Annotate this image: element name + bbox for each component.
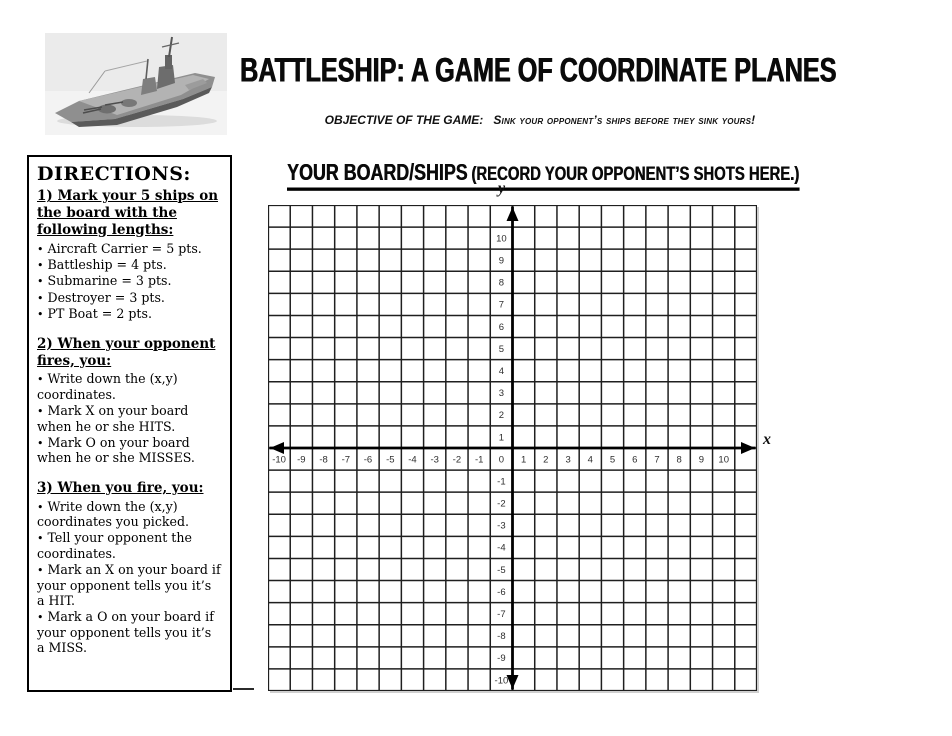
- direction-bullet: [37, 499, 222, 530]
- y-axis-label: y: [498, 180, 506, 197]
- bullet-icon: •: [37, 564, 44, 578]
- bullet-icon: •: [37, 242, 44, 256]
- direction-bullet: [37, 371, 222, 402]
- objective-text: Sink your opponent’s ships before they sink yours!: [493, 113, 756, 127]
- svg-text:9: 9: [498, 255, 505, 267]
- objective-line: [240, 113, 840, 127]
- directions-sections: [37, 188, 222, 655]
- bullet-text: Mark a O on your board if your opponent tells you it’s a MISS.: [37, 609, 214, 655]
- bullet-icon: •: [37, 405, 44, 419]
- svg-text:-8: -8: [497, 631, 506, 643]
- bullet-icon: •: [37, 532, 44, 546]
- page-artifact-line: [233, 688, 254, 690]
- bullet-icon: •: [37, 500, 44, 514]
- svg-text:6: 6: [632, 454, 638, 466]
- bullet-text: Submarine = 3 pts.: [43, 273, 172, 289]
- directions-section: [37, 336, 222, 466]
- bullet-text: Mark O on your board when he or she MISSES.: [37, 434, 195, 466]
- svg-text:1: 1: [520, 454, 527, 466]
- objective-label: OBJECTIVE OF THE GAME:: [324, 113, 484, 127]
- directions-section-header: 2) When your opponent fires, you:: [37, 335, 216, 369]
- directions-section-header: 1) Mark your 5 ships on the board with the following lengths:: [37, 188, 219, 238]
- bullet-icon: •: [37, 291, 44, 305]
- svg-text:10: 10: [496, 233, 507, 245]
- direction-bullet: [37, 530, 222, 561]
- bullet-icon: •: [37, 373, 44, 387]
- svg-text:-3: -3: [497, 520, 506, 532]
- svg-text:-6: -6: [497, 586, 506, 598]
- direction-bullet: [37, 241, 222, 256]
- page-title: BATTLESHIP: A GAME OF COORDINATE PLANES: [240, 52, 837, 90]
- bullet-icon: •: [37, 259, 44, 273]
- bullet-text: Mark an X on your board if your opponent tells you it’s a HIT.: [37, 562, 221, 608]
- bullet-icon: •: [37, 308, 44, 322]
- direction-bullet: [37, 609, 222, 655]
- svg-text:-9: -9: [297, 454, 306, 466]
- directions-section: [37, 480, 222, 656]
- svg-text:-9: -9: [497, 653, 506, 665]
- direction-bullet: [37, 435, 222, 466]
- board-title-sub: (RECORD YOUR OPPONENT’S SHOTS HERE.): [471, 162, 800, 185]
- battleship-photo: [45, 33, 227, 135]
- svg-text:-1: -1: [474, 454, 484, 466]
- bullet-text: Mark X on your board when he or she HITS.: [37, 403, 189, 434]
- svg-text:-2: -2: [497, 498, 506, 510]
- svg-text:7: 7: [498, 299, 505, 311]
- grid-svg: [268, 205, 757, 691]
- bullet-text: Tell your opponent the coordinates.: [37, 530, 192, 561]
- svg-text:-4: -4: [408, 454, 417, 466]
- bullet-icon: •: [37, 275, 44, 289]
- directions-heading: DIRECTIONS:: [37, 163, 191, 185]
- direction-bullet: [37, 562, 222, 608]
- board-title-main: YOUR BOARD/SHIPS: [287, 160, 468, 186]
- svg-text:-1: -1: [497, 476, 506, 488]
- bullet-text: Battleship = 4 pts.: [43, 257, 167, 273]
- battleship-illustration: [45, 33, 227, 135]
- svg-text:-2: -2: [452, 454, 462, 466]
- svg-text:-5: -5: [497, 564, 506, 576]
- coordinate-grid: [268, 205, 757, 691]
- bullet-text: Aircraft Carrier = 5 pts.: [43, 240, 202, 256]
- svg-text:-10: -10: [494, 675, 509, 687]
- directions-section: [37, 188, 222, 322]
- svg-text:4: 4: [587, 454, 593, 466]
- svg-text:8: 8: [676, 454, 682, 466]
- board-title: [287, 160, 799, 191]
- direction-bullet: [37, 257, 222, 272]
- svg-text:2: 2: [543, 454, 549, 466]
- svg-text:-8: -8: [319, 454, 328, 466]
- svg-text:8: 8: [498, 277, 505, 289]
- svg-text:10: 10: [718, 454, 729, 466]
- svg-text:-7: -7: [341, 454, 351, 466]
- direction-bullet: [37, 306, 222, 321]
- bullet-text: PT Boat = 2 pts.: [43, 306, 152, 322]
- svg-text:-7: -7: [497, 609, 506, 620]
- svg-text:0: 0: [498, 454, 505, 466]
- x-axis-label: x: [763, 431, 771, 448]
- svg-text:1: 1: [498, 432, 505, 444]
- direction-bullet: [37, 290, 222, 305]
- svg-text:-5: -5: [386, 454, 395, 466]
- svg-text:3: 3: [565, 454, 571, 466]
- svg-text:-4: -4: [497, 542, 506, 554]
- svg-text:4: 4: [498, 366, 505, 377]
- svg-text:5: 5: [609, 454, 616, 466]
- svg-text:9: 9: [698, 454, 705, 466]
- direction-bullet: [37, 273, 222, 288]
- bullet-text: Write down the (x,y) coordinates.: [37, 371, 178, 402]
- svg-text:6: 6: [498, 321, 505, 333]
- svg-text:-6: -6: [363, 454, 373, 466]
- svg-text:-3: -3: [430, 454, 439, 466]
- svg-text:3: 3: [498, 388, 505, 400]
- directions-section-header: 3) When you fire, you:: [37, 479, 204, 496]
- svg-text:2: 2: [498, 410, 505, 422]
- directions-box: [27, 155, 232, 692]
- svg-text:-10: -10: [272, 454, 286, 466]
- direction-bullet: [37, 403, 222, 434]
- svg-text:5: 5: [498, 343, 505, 355]
- bullet-text: Write down the (x,y) coordinates you picked.: [37, 498, 190, 529]
- bullet-icon: •: [37, 436, 44, 450]
- bullet-text: Destroyer = 3 pts.: [43, 289, 165, 305]
- svg-text:7: 7: [654, 454, 660, 466]
- bullet-icon: •: [37, 611, 44, 625]
